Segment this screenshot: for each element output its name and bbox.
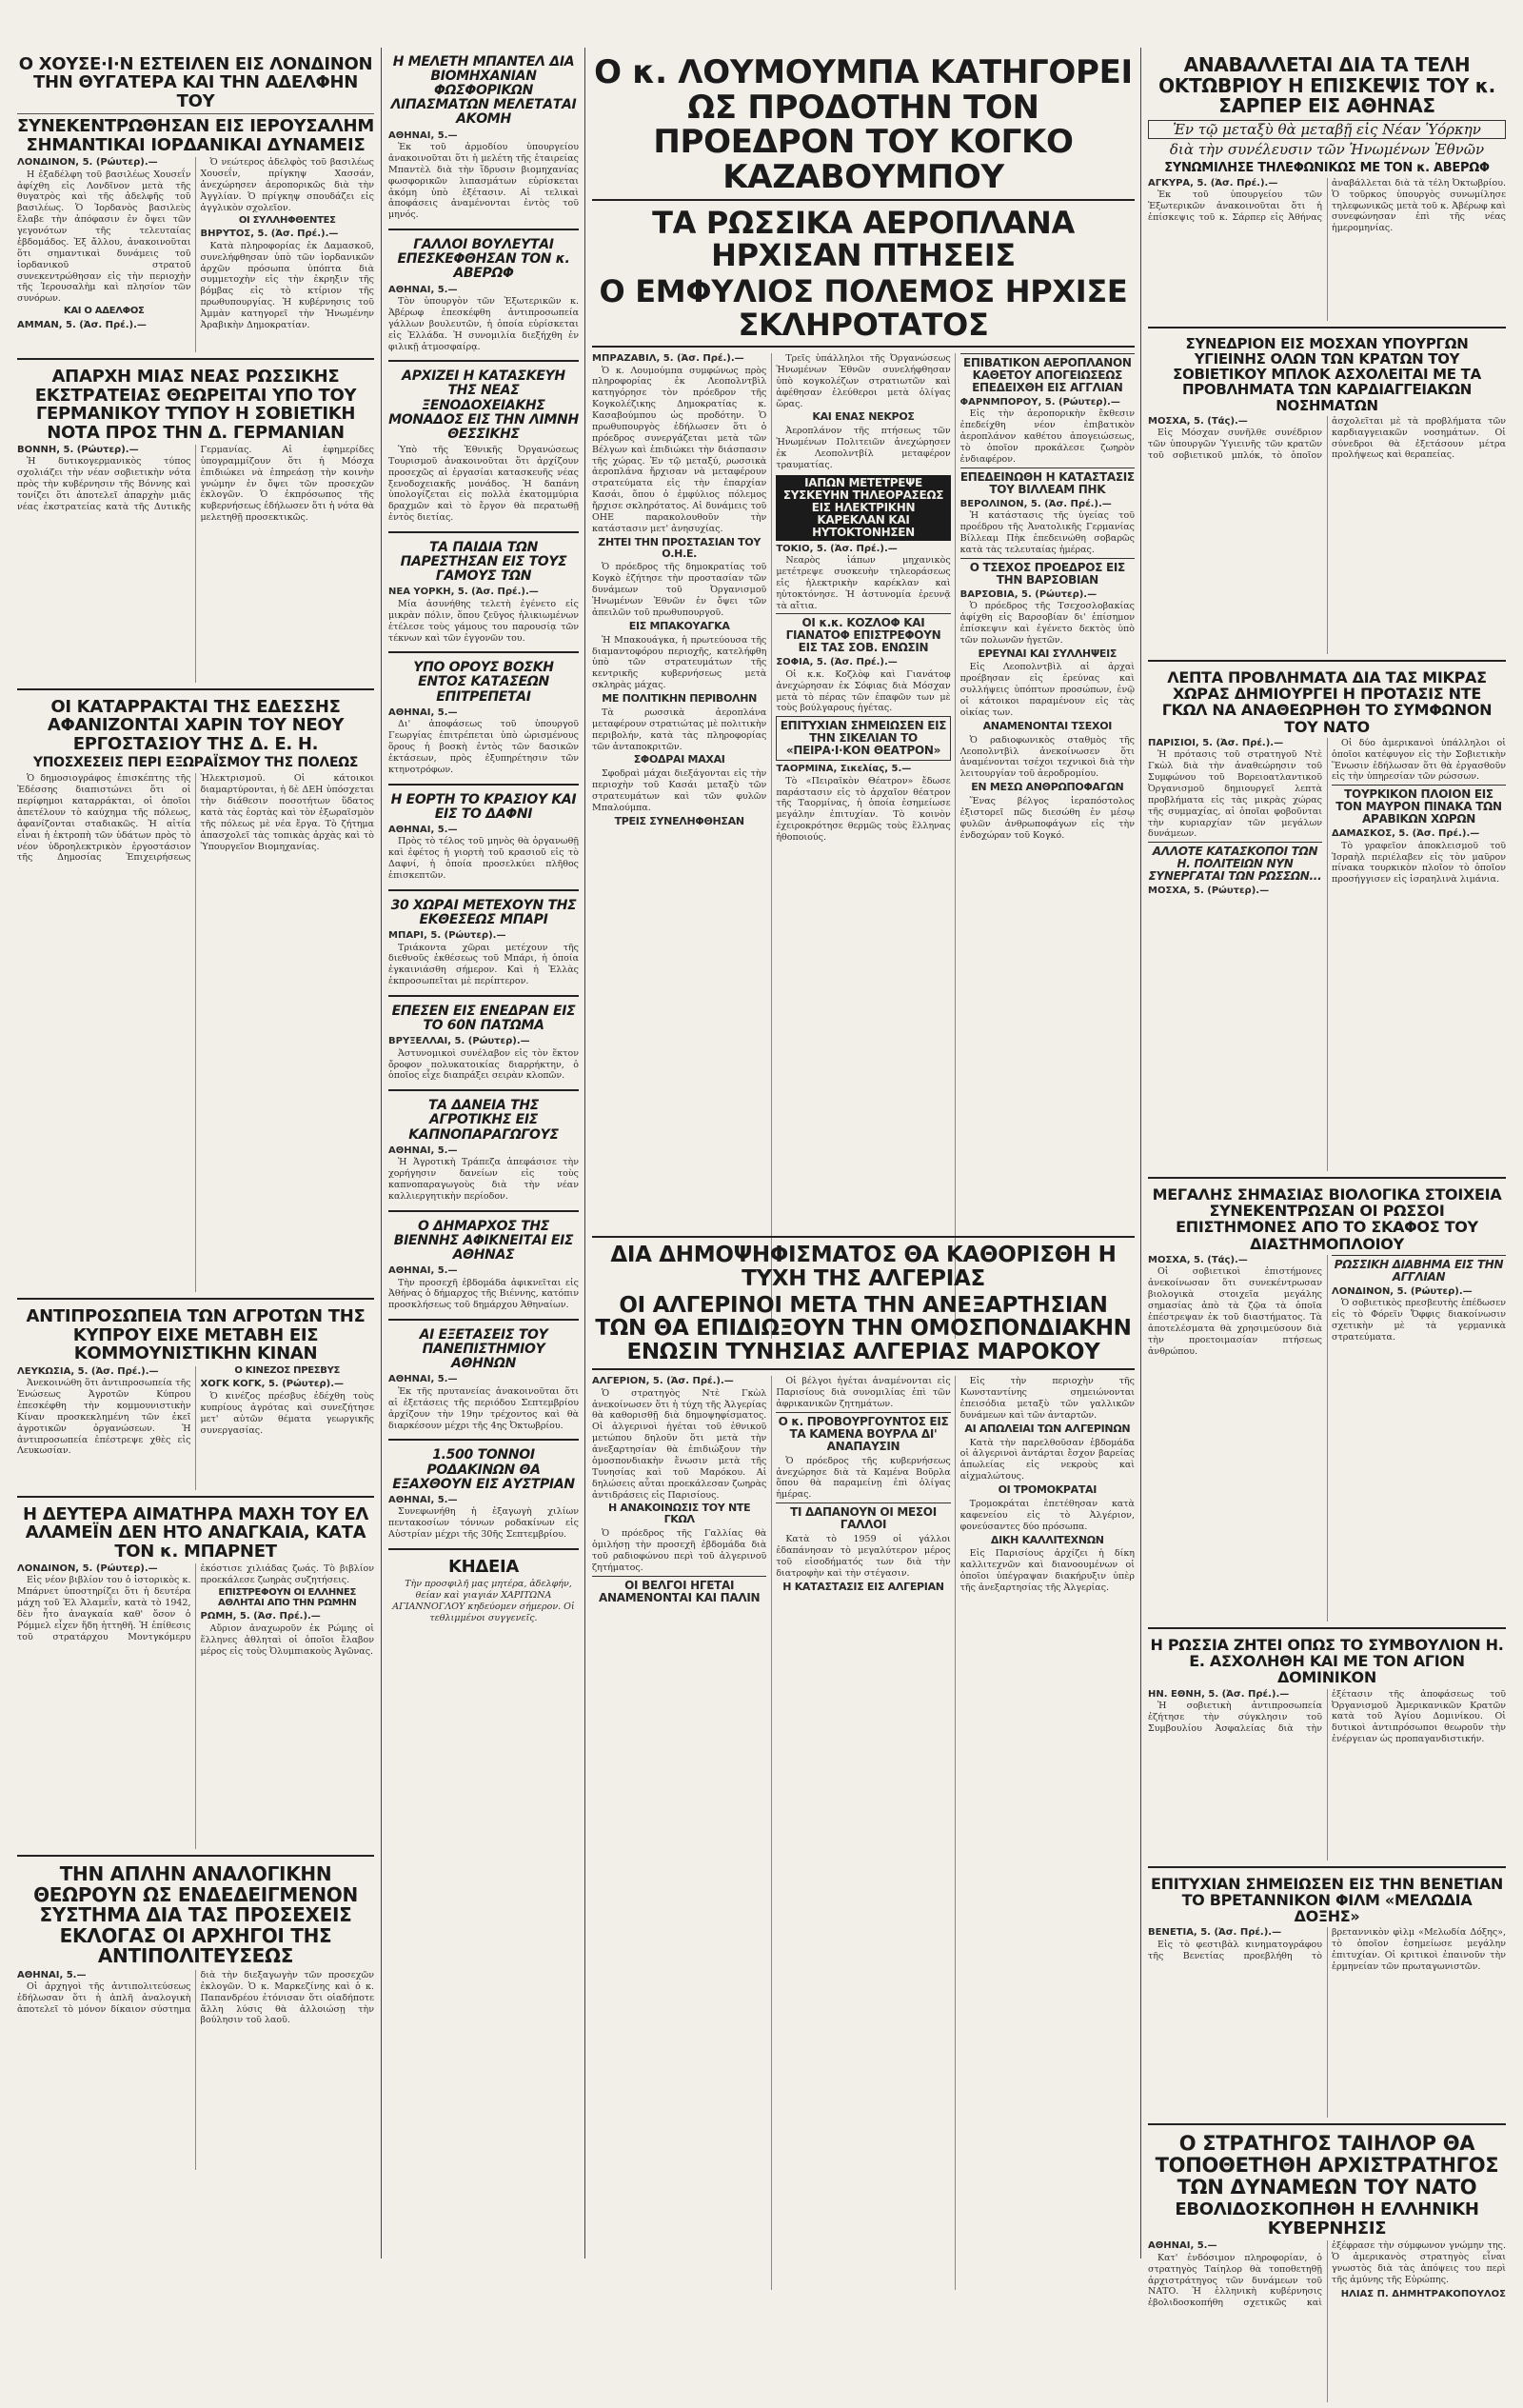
paragraph: Ἀστυνομικοὶ συνέλαβον εἰς τὸν ἕκτον ὄροφον πολυκατοικίας διαρρήκτην, ὁ ὁποῖος εἶχε διαπράξει σειρὰν κλοπῶν.: [388, 1047, 579, 1082]
headline: ΑΝΑΒΑΛΛΕΤΑΙ ΔΙΑ ΤΑ ΤΕΛΗ ΟΚΤΩΒΡΙΟΥ Η ΕΠΙΣΚΕΨΙΣ ΤΟΥ κ. ΣΑΡΠΕΡ ΕΙΣ ΑΘΗΝΑΣ: [1158, 53, 1495, 118]
byline: ΤΑΟΡΜΙΝΑ, Σικελίας, 5.—: [776, 764, 912, 775]
paragraph: Ἀεροπλάνον τῆς πτήσεως τῶν Ἡνωμένων Πολιτειῶν ἀνεχώρησεν ἐκ Λεοπολντβίλ μεταφέρον τραυματίας.: [776, 426, 951, 470]
byline: ΒΕΡΟΛΙΝΟΝ, 5. (Ἀσ. Πρέ.).—: [959, 498, 1112, 509]
headline: ΑΝΤΙΠΡΟΣΩΠΕΙΑ ΤΩΝ ΑΓΡΟΤΩΝ ΤΗΣ ΚΥΠΡΟΥ ΕΙΧΕ ΜΕΤΑΒΗ ΕΙΣ ΚΟΜΜΟΥΝΙΣΤΙΚΗΝ ΚΙΝΑΝ: [26, 1306, 366, 1364]
headline: Η ΕΟΡΤΗ ΤΟ ΚΡΑΣΙΟΥ ΚΑΙ ΕΙΣ ΤΟ ΔΑΦΝΙ: [390, 791, 577, 822]
article-body: [1148, 1927, 1506, 2118]
paragraph: Η ἐξαδέλφη τοῦ βασιλέως Χουσεΐν ἀφίχθη εἰς Λονδῖνον μετὰ τῆς θυγατρὸς καὶ τῆς ἀδελφῆς τοῦ βασιλέως. Ὁ Ἰορδανὸς βασιλεὺς ἔλαβε τὴν ἀπόφασιν ἐν ὄψει τῶν γεγονότων τῆς τελευταίας ἑβδομάδος. Ἐξ ἄλλου, ἀνακοινοῦται ὅτι σημαντικαὶ δυνάμεις τοῦ ἰορδανικοῦ στρατοῦ συνεκεντρώθησαν εἰς τὴν περιοχὴν τῆς Ἱερουσαλὴμ καὶ πλησίον τῶν συνόρων.: [17, 169, 191, 305]
paragraph: Τὸν ὑπουργὸν τῶν Ἐξωτερικῶν κ. Ἀβέρωφ ἐπεσκέφθη ἀντιπροσωπεία γάλλων βουλευτῶν, ἡ ὁποία εὑρίσκεται εἰς Ἑλλάδα. Ἡ συνομιλία διεξήχθη ἐν φιλικῇ ἀτμοσφαίρᾳ.: [388, 296, 579, 352]
byline: ΑΘΗΝΑΙ, 5.—: [388, 1494, 458, 1505]
article-body: [388, 930, 579, 987]
paragraph: Ὁ κ. Λουμούμπα συμφώνως πρὸς πληροφορίας ἐκ Λεοπολντβὶλ κατηγόρησε τὸν πρόεδρον τῆς Κογκολέζικης Δημοκρατίας κ. Κασαβούμπου ὡς προδότην. Ὁ πρωθυπουργὸς ἐδήλωσεν ὅτι ὁ πρόεδρος συνεργάζεται μετὰ τῶν Βέλγων καὶ ἐπιδιώκει τὴν διάσπασιν τῆς χώρας. Ἐν τῷ μεταξύ, ρωσσικὰ ἀεροπλάνα ἤρχισαν νὰ μεταφέρουν στρατεύματα εἰς τὴν ἐπαρχίαν Κασάι, ὅπου ὁ ἐμφύλιος πόλεμος ἤρχισε σκληρότατος. Αἱ δυνάμεις τοῦ ΟΗΕ παρακολουθοῦν τὴν κατάστασιν μετ' ἀνησυχίας.: [592, 365, 767, 534]
paragraph: Οἱ βέλγοι ἡγέται ἀναμένονται εἰς Παρισίους διὰ συνομιλίας ἐπὶ τῶν ἀφρικανικῶν ζητημάτων.: [776, 1376, 951, 1409]
byline: ΑΛΓΕΡΙΟΝ, 5. (Ἀσ. Πρέ.).—: [592, 1376, 734, 1387]
paragraph: Οἱ σοβιετικοὶ ἐπιστήμονες ἀνεκοίνωσαν ὅτι συνεκέντρωσαν βιολογικὰ στοιχεῖα μεγάλης σημασίας ἀπὸ τὰ ζῷα τὰ ὁποῖα ἐπέστρεψαν ἐκ τοῦ διαστήματος. Τὰ ἀποτελέσματα θὰ χρησιμεύσουν διὰ τὴν προετοιμασίαν πτήσεως ἀνθρώπου.: [1148, 1266, 1322, 1357]
byline: ΠΑΡΙΣΙΟΙ, 5. (Ἀσ. Πρέ.).—: [1148, 737, 1284, 748]
section-head: ΕΠΙΣΤΡΕΦΟΥΝ ΟΙ ΕΛΛΗΝΕΣ ΑΘΛΗΤΑΙ ΑΠΟ ΤΗΝ ΡΩΜΗΝ: [218, 1586, 357, 1608]
algeria-columns: [592, 1376, 1135, 2290]
headline: ΑΙ ΕΞΕΤΑΣΕΙΣ ΤΟΥ ΠΑΝΕΠΙΣΤΗΜΙΟΥ ΑΘΗΝΩΝ: [419, 1327, 548, 1372]
section-head: Η ΑΝΑΚΟΙΝΩΣΙΣ ΤΟΥ ΝΤΕ ΓΚΩΛ: [608, 1502, 751, 1526]
algeria-block: [592, 1236, 1135, 2259]
article-hussein: [17, 55, 374, 360]
byline: ΑΘΗΝΑΙ, 5.—: [388, 129, 458, 141]
article-body: [388, 445, 579, 524]
article-body: [388, 1579, 579, 1624]
paragraph: Εἰς νέον βιβλίον του ὁ ἱστορικὸς κ. Μπάρνετ ὑποστηρίζει ὅτι ἡ δευτέρα μάχη τοῦ Ἐλ Ἀλαμεΐν, κατὰ τὸ 1942, δὲν ἦτο ἀναγκαία καθ' ὅσον ὁ Ρόμμελ εἶχεν ἤδη ἡττηθῆ. Ἡ ἐπίθεσις τοῦ στρατάρχου Μοντγκόμερυ ἐκόστισε χιλιάδας ζωάς. Τὸ βιβλίον προεκάλεσε ζωηρὰς συζητήσεις.: [17, 1562, 374, 1642]
box-headline: ΡΩΣΣΙΚΗ ΔΙΑΒΗΜΑ ΕΙΣ ΤΗΝ ΑΓΓΛΙΑΝ: [1332, 1255, 1506, 1284]
byline: ΑΘΗΝΑΙ, 5.—: [17, 1969, 87, 1980]
article-body: [388, 1495, 579, 1541]
byline: ΜΠΑΡΙ, 5. (Ρώυτερ).—: [388, 930, 506, 942]
article-hotel: [388, 369, 579, 533]
paragraph: Ὁ νεώτερος ἀδελφὸς τοῦ βασιλέως Χουσεΐν, πρίγκηψ Χασσάν, ἀνεχώρησεν ἀεροπορικῶς διὰ τὴν Ἀγγλίαν. Ὁ πρίγκηψ σπουδάζει εἰς ἀγγλικὸν σχολεῖον.: [200, 157, 374, 213]
paragraph: Εἰς τὸ φεστιβὰλ κινηματογράφου τῆς Βενετίας προεβλήθη τὸ βρεταννικὸν φὶλμ «Μελωδία Δόξης», τὸ ὁποῖον ἐσημείωσε μεγάλην ἐπιτυχίαν. Οἱ κριτικοὶ ἐπαινοῦν τὴν ἑρμηνείαν τῶν πρωταγωνιστῶν.: [1148, 1927, 1506, 1973]
byline: ΑΘΗΝΑΙ, 5.—: [388, 824, 458, 835]
article-cyprus-farmers: [17, 1307, 374, 1497]
paragraph: Εἰς Παρισίους ἀρχίζει ἡ δίκη καλλιτεχνῶν καὶ διανοουμένων οἱ ὁποῖοι ὑπέγραψαν διακήρυξιν ὑπὲρ τῆς ἀνεξαρτησίας τῆς Ἀλγερίας.: [959, 1548, 1135, 1594]
article-peaches: [388, 1448, 579, 1549]
article-tobacco-loans: [388, 1099, 579, 1211]
byline: ΤΟΚΙΟ, 5. (Ἀσ. Πρέ.).—: [776, 543, 898, 554]
paragraph: Μία ἀσυνήθης τελετὴ ἐγένετο εἰς μικρὰν πόλιν, ὅπου ζεῦγος ἡλικιωμένων ἐτέλεσε τοὺς γάμους του παρουσίᾳ τῶν τέκνων καὶ τῶν ἐγγονῶν του.: [388, 598, 579, 644]
paragraph: Οἱ ἀρχηγοὶ τῆς ἀντιπολιτεύσεως ἐδήλωσαν ὅτι ἡ ἁπλῆ ἀναλογικὴ ἀποτελεῖ τὸ μόνον δίκαιον σύστημα διὰ τὴν διεξαγωγὴν τῶν προσεχῶν ἐκλογῶν. Ὁ κ. Μαρκεζίνης καὶ ὁ κ. Παπανδρέου ἐτόνισαν ὅτι οἱαδήποτε ἄλλη λύσις θὰ ἀλλοιώσῃ τὴν βούλησιν τοῦ λαοῦ.: [17, 1969, 374, 2026]
paragraph: Ἐκ τῆς πρυτανείας ἀνακοινοῦται ὅτι αἱ ἐξετάσεις τῆς περιόδου Σεπτεμβρίου ἀρχίζουν τὴν 19ην τρέχοντος καὶ θὰ διαρκέσουν μέχρι τῆς 4ης Ὀκτωβρίου.: [388, 1385, 579, 1431]
article-body: [388, 285, 579, 353]
article-taylor-nato: [1148, 2133, 1506, 2408]
box-headline: Ο κ. ΠΡΟΒΟΥΡΓΟΥΝΤΟΣ ΕΙΣ ΤΑ ΚΑΜΕΝΑ ΒΟΥΡΛΑ ΔΙ' ΑΝΑΠΑΥΣΙΝ: [776, 1412, 950, 1453]
paragraph: Οἱ κ.κ. Κοζλὸφ καὶ Γιανάτοφ ἀνεχώρησαν ἐκ Σόφιας διὰ Μόσχαν μετὰ τὸ πέρας τῶν ἐπαφῶν των μὲ τοὺς βούλγαρους ἡγέτας.: [776, 668, 951, 714]
byline: ΒΟΝΝΗ, 5. (Ρώυτερ).—: [17, 444, 139, 455]
article-wine-festival: [388, 793, 579, 891]
article-body: [1148, 738, 1506, 1171]
main-headline: Ο κ. ΛΟΥΜΟΥΜΠΑ ΚΑΤΗΓΟΡΕΙ ΩΣ ΠΡΟΔΟΤΗΝ ΤΟΝ ΠΡΟΕΔΡΟΝ ΤΟΥ ΚΟΓΚΟ ΚΑΖΑΒΟΥΜΠΟΥ: [592, 55, 1135, 201]
headline: ΚΗΔΕΙΑ: [447, 1556, 520, 1577]
box-headline: ΙΑΠΩΝ ΜΕΤΕΤΡΕΨΕ ΣΥΣΚΕΥΗΝ ΤΗΛΕΟΡΑΣΕΩΣ ΕΙΣ ΗΛΕΚΤΡΙΚΗΝ ΚΑΡΕΚΛΑΝ ΚΑΙ ΗΥΤΟΚΤΟΝΗΣΕΝ: [776, 475, 950, 541]
section-head: ΚΑΙ ΕΝΑΣ ΝΕΚΡΟΣ: [812, 410, 915, 424]
article-body: [1148, 1255, 1506, 1622]
byline: ΒΡΥΞΕΛΛΑΙ, 5. (Ρώυτερ).—: [388, 1036, 530, 1047]
headline: 1.500 ΤΟΝΝΟΙ ΡΟΔΑΚΙΝΩΝ ΘΑ ΕΞΑΧΘΟΥΝ ΕΙΣ ΑΥΣΤΡΙΑΝ: [392, 1447, 575, 1492]
byline: ΑΜΜΑΝ, 5. (Ἀσ. Πρέ.).—: [17, 319, 147, 330]
byline: ΑΘΗΝΑΙ, 5.—: [388, 706, 458, 718]
sub-headline: ΥΠΟΣΧΕΣΕΙΣ ΠΕΡΙ ΕΞΩΡΑΪΣΜΟΥ ΤΗΣ ΠΟΛΕΩΣ: [32, 755, 359, 771]
byline: ΑΘΗΝΑΙ, 5.—: [1148, 2240, 1217, 2252]
paragraph: Τρεῖς ὑπάλληλοι τῆς Ὀργανώσεως Ἡνωμένων Ἐθνῶν συνελήφθησαν ὑπὸ κογκολέζων στρατιωτῶν καὶ ἀφέθησαν ἐλεύθεροι μετὰ ὀλίγας ὥρας.: [776, 353, 951, 409]
headline: ΛΕΠΤΑ ΠΡΟΒΛΗΜΑΤΑ ΔΙΑ ΤΑΣ ΜΙΚΡΑΣ ΧΩΡΑΣ ΔΗΜΙΟΥΡΓΕΙ Η ΠΡΟΤΑΣΙΣ ΝΤΕ ΓΚΩΛ ΝΑ ΑΝΑΘΕΩΡΗΘΗ ΤΟ ΣΥΜΦΩΝΟΝ ΤΟΥ ΝΑΤΟ: [1161, 667, 1493, 736]
byline: ΜΟΣΧΑ, 5. (Ρώυτερ).—: [1148, 886, 1270, 897]
headline: ΟΙ ΚΑΤΑΡΡΑΚΤΑΙ ΤΗΣ ΕΔΕΣΣΗΣ ΑΦΑΝΙΖΟΝΤΑΙ ΧΑΡΙΝ ΤΟΥ ΝΕΟΥ ΕΡΓΟΣΤΑΣΙΟΥ ΤΗΣ Δ. Ε. Η.: [47, 696, 345, 754]
byline: ΛΟΝΔΙΝΟΝ, 5. (Ρώυτερ).—: [17, 1562, 158, 1574]
paragraph: Ἡ Ἀγροτικὴ Τράπεζα ἀπεφάσισε τὴν χορήγησιν δανείων εἰς τοὺς καπνοπαραγωγοὺς διὰ τὴν νέαν καλλιεργητικὴν περίοδον.: [388, 1157, 579, 1202]
byline: ΑΘΗΝΑΙ, 5.—: [388, 284, 458, 295]
paragraph: Ὁ δημοσιογράφος ἐπισκέπτης τῆς Ἐδέσσης διαπιστώνει ὅτι οἱ περίφημοι καταρράκται, οἱ ὁποῖοι ἀπετέλουν τὸ καύχημα τῆς πόλεως, ἀφανίζονται σταδιακῶς. Ἡ αἰτία εἶναι ἡ ἐκτροπὴ τῶν ὑδάτων πρὸς τὸ νέον ὑδροηλεκτρικὸν ἐργοστάσιον τῆς Δημοσίας Ἐπιχειρήσεως Ἠλεκτρισμοῦ. Οἱ κάτοικοι διαμαρτύρονται, ἡ δὲ ΔΕΗ ὑπόσχεται τὴν διάθεσιν ποσοτήτων ὕδατος κατὰ τὰς ἑορτὰς καὶ τὸν ἐξωραϊσμὸν τῆς πόλεως μὲ νέα ἔργα. Τὸ ζήτημα ἀπασχολεῖ τὰς τοπικὰς ἀρχὰς καὶ τὸ Ὑπουργεῖον Βιομηχανίας.: [17, 773, 374, 864]
article-el-alamein: [17, 1505, 374, 1857]
headline: Η ΡΩΣΣΙΑ ΖΗΤΕΙ ΟΠΩΣ ΤΟ ΣΥΜΒΟΥΛΙΟΝ Η. Ε. ΑΣΧΟΛΗΘΗ ΚΑΙ ΜΕ ΤΟΝ ΑΓΙΟΝ ΔΟΜΙΝΙΚΟΝ: [1150, 1635, 1504, 1687]
byline: ΛΕΥΚΩΣΙΑ, 5. (Ἀσ. Πρέ.).—: [17, 1365, 159, 1377]
article-bari-fair: [388, 899, 579, 997]
section-head: ΚΑΙ Ο ΑΔΕΛΦΟΣ: [63, 306, 145, 317]
box-headline: ΕΠΕΔΕΙΝΩΘΗ Η ΚΑΤΑΣΤΑΣΙΣ ΤΟΥ ΒΙΛΛΕΑΜ ΠΗΚ: [960, 468, 1135, 496]
byline: ΜΟΣΧΑ, 5. (Τάς).—: [1148, 415, 1248, 427]
headline: ΣΥΝΕΔΡΙΟΝ ΕΙΣ ΜΟΣΧΑΝ ΥΠΟΥΡΓΩΝ ΥΓΙΕΙΝΗΣ ΟΛΩΝ ΤΩΝ ΚΡΑΤΩΝ ΤΟΥ ΣΟΒΙΕΤΙΚΟΥ ΜΠΛΟΚ ΑΣΧΟΛΕΙΤΑΙ ΜΕ ΤΑ ΠΡΟΒΛΗΜΑΤΑ ΤΩΝ ΚΑΡΔΙΑΓΓΕΙΑΚΩΝ ΝΟΣΗΜΑΤΩΝ: [1173, 334, 1481, 414]
article-body: [388, 825, 579, 882]
headline: ΕΠΙΤΥΧΙΑΝ ΣΗΜΕΙΩΣΕΝ ΕΙΣ ΤΗΝ ΒΕΝΕΤΙΑΝ ΤΟ ΒΡΕΤΑΝΝΙΚΟΝ ΦΙΛΜ «ΜΕΛΩΔΙΑ ΔΟΞΗΣ»: [1151, 1874, 1503, 1926]
section-head: ΔΙΚΗ ΚΑΛΛΙΤΕΧΝΩΝ: [990, 1533, 1104, 1546]
paragraph: Οἱ δύο ἀμερικανοὶ ὑπάλληλοι οἱ ὁποῖοι κατέφυγον εἰς τὴν Σοβιετικὴν Ἕνωσιν ἐδήλωσαν ὅτι θὰ ἐργασθοῦν εἰς τὴν ὑπηρεσίαν τῶν ρώσσων.: [1332, 737, 1506, 783]
paragraph: Ἐκ τοῦ ἁρμοδίου ὑπουργείου ἀνακοινοῦται ὅτι ἡ μελέτη τῆς ἑταιρείας Μπαντὲλ διὰ τὴν ἵδρυσιν βιομηχανίας φωσφορικῶν λιπασμάτων εὑρίσκεται ἀκόμη ὑπὸ ἐξέτασιν. Αἱ τελικαὶ ἀποφάσεις ἀναμένονται ἐντὸς τοῦ μηνός.: [388, 142, 579, 221]
column-1: [17, 55, 374, 2259]
article-body: [388, 1036, 579, 1082]
article-health-ministers: [1148, 336, 1506, 662]
sub-headline: διὰ τὴν συνέλευσιν τῶν Ἡνωμένων Ἐθνῶν: [1169, 140, 1485, 158]
box-headline: ΤΟΥΡΚΙΚΟΝ ΠΛΟΙΟΝ ΕΙΣ ΤΟΝ ΜΑΥΡΟΝ ΠΙΝΑΚΑ ΤΩΝ ΑΡΑΒΙΚΩΝ ΧΩΡΩΝ: [1332, 785, 1506, 826]
sub-headline: Ἐν τῷ μεταξὺ θὰ μεταβῇ εἰς Νέαν Ὑόρκην: [1148, 120, 1506, 139]
box-headline: ΕΠΙΒΑΤΙΚΟΝ ΑΕΡΟΠΛΑΝΟΝ ΚΑΘΕΤΟΥ ΑΠΟΓΕΙΩΣΕΩΣ ΕΠΕΔΕΙΧΘΗ ΕΙΣ ΑΓΓΛΙΑΝ: [960, 353, 1135, 394]
section-head: ΕΙΣ ΜΠΑΚΟΥΑΓΚΑ: [628, 619, 730, 632]
headline-federation: ΟΙ ΑΛΓΕΡΙΝΟΙ ΜΕΤΑ ΤΗΝ ΑΝΕΞΑΡΤΗΣΙΑΝ ΤΩΝ ΘΑ ΕΠΙΔΙΩΞΟΥΝ ΤΗΝ ΟΜΟΣΠΟΝΔΙΑΚΗΝ ΕΝΩΣΙΝ ΤΥΝΗΣΙΑΣ ΑΛΓΕΡΙΑΣ ΜΑΡΟΚΟΥ: [592, 1294, 1135, 1370]
sub-headline: ΣΥΝΕΚΕΝΤΡΩΘΗΣΑΝ ΕΙΣ ΙΕΡΟΥΣΑΛΗΜ ΣΗΜΑΝΤΙΚΑΙ ΙΟΡΔΑΝΙΚΑΙ ΔΥΝΑΜΕΙΣ: [17, 116, 374, 155]
paragraph: Τὴν προσεχῆ ἑβδομάδα ἀφικνεῖται εἰς Ἀθήνας ὁ δήμαρχος τῆς Βιέννης, κατόπιν προσκλήσεως τοῦ δημάρχου Ἀθηναίων.: [388, 1277, 579, 1311]
paragraph: Ὁ κινέζος πρέσβυς ἐδέχθη τοὺς κυπρίους ἀγρότας καὶ συνεζήτησε μετ' αὐτῶν θέματα γεωργικῆς συνεργασίας.: [200, 1390, 374, 1436]
article-body: [388, 1374, 579, 1431]
paragraph: Ἡ Μπακουάγκα, ἡ πρωτεύουσα τῆς διαμαντοφόρου περιοχῆς, κατελήφθη ὑπὸ τῶν στρατευμάτων τῆς κεντρικῆς κυβερνήσεως μετὰ σκληρὰς μάχας.: [592, 634, 767, 691]
byline: ΛΟΝΔΙΝΟΝ, 5. (Ρώυτερ).—: [17, 157, 158, 169]
article-funeral: [388, 1558, 579, 1632]
paragraph: Αὔριον ἀναχωροῦν ἐκ Ρώμης οἱ ἕλληνες ἀθληταὶ οἱ ὁποῖοι ἔλαβον μέρος εἰς τοὺς Ὀλυμπιακοὺς Ἀγῶνας.: [200, 1622, 374, 1657]
paragraph: Ἀνεκοινώθη ὅτι ἀντιπροσωπεία τῆς Ἑνώσεως Ἀγροτῶν Κύπρου ἐπεσκέφθη τὴν κομμουνιστικὴν Κίναν προσκεκλημένη τῶν ἐκεῖ ἀγροτικῶν ὀργανώσεων. Ἡ ἀντιπροσωπεία ἐπέστρεψε χθὲς εἰς Λευκωσίαν.: [17, 1378, 191, 1457]
article-bantel: [388, 55, 579, 230]
article-exams: [388, 1328, 579, 1441]
article-body: [17, 1366, 374, 1490]
section-head: ΖΗΤΕΙ ΤΗΝ ΠΡΟΣΤΑΣΙΑΝ ΤΟΥ Ο.Η.Ε.: [598, 535, 762, 560]
headline: Η ΜΕΛΕΤΗ ΜΠΑΝΤΕΛ ΔΙΑ ΒΙΟΜΗΧΑΝΙΑΝ ΦΩΣΦΟΡΙΚΩΝ ΛΙΠΑΣΜΑΤΩΝ ΜΕΛΕΤΑΤΑΙ ΑΚΟΜΗ: [390, 54, 577, 128]
byline: ΒΕΝΕΤΙΑ, 5. (Ἀσ. Πρέ.).—: [1148, 1927, 1282, 1939]
byline: ΔΑΜΑΣΚΟΣ, 5. (Ἀσ. Πρέ.).—: [1332, 828, 1480, 840]
article-body: [1148, 178, 1506, 321]
section-head: ΑΙ ΑΠΩΛΕΙΑΙ ΤΩΝ ΑΛΓΕΡΙΝΩΝ: [964, 1422, 1131, 1435]
headline: Ο ΧΟΥΣΕ·Ι·Ν ΕΣΤΕΙΛΕΝ ΕΙΣ ΛΟΝΔΙΝΟΝ ΤΗΝ ΘΥΓΑΤΕΡΑ ΚΑΙ ΤΗΝ ΑΔΕΛΦΗΝ ΤΟΥ: [17, 55, 374, 114]
byline: ΑΓΚΥΡΑ, 5. (Ἀσ. Πρέ.).—: [1148, 177, 1278, 189]
article-body: [388, 130, 579, 222]
paragraph: Ἡ πρότασις τοῦ στρατηγοῦ Ντὲ Γκὼλ διὰ τὴν ἀναθεώρησιν τοῦ Συμφώνου τοῦ Βορειοατλαντικοῦ Ὀργανισμοῦ δημιουργεῖ λεπτὰ προβλήματα εἰς τὰς μικρὰς χώρας τῆς συμμαχίας, αἱ ὁποῖαι φοβοῦνται τὴν κυριαρχίαν τῶν μεγάλων δυνάμεων.: [1148, 749, 1322, 840]
paragraph: Νεαρὸς ἰάπων μηχανικὸς μετέτρεψε συσκευὴν τηλεοράσεως εἰς ἠλεκτρικὴν καρέκλαν καὶ ηὐτοκτόνησε. Ἡ ἀστυνομία ἐρευνᾷ τὰ αἴτια.: [776, 555, 951, 611]
article-proportional-election: [17, 1861, 374, 2176]
headline: ΑΠΑΡΧΗ ΜΙΑΣ ΝΕΑΣ ΡΩΣΣΙΚΗΣ ΕΚΣΤΡΑΤΕΙΑΣ ΘΕΩΡΕΙΤΑΙ ΥΠΟ ΤΟΥ ΓΕΡΜΑΝΙΚΟΥ ΤΥΠΟΥ Η ΣΟΒΙΕΤΙΚΗ ΝΟΤΑ ΠΡΟΣ ΤΗΝ Δ. ΓΕΡΜΑΝΙΑΝ: [34, 367, 357, 443]
paragraph: Ὑπὸ τῆς Ἐθνικῆς Ὀργανώσεως Τουρισμοῦ ἀνακοινοῦται ὅτι ἀρχίζουν προσεχῶς αἱ ἐργασίαι κατασκευῆς νέας ξενοδοχειακῆς μονάδος. Ἡ δαπάνη ὑπολογίζεται εἰς πολλὰ ἑκατομμύρια δραχμῶν καὶ τὸ ἔργον θὰ περατωθῇ ἐντὸς διετίας.: [388, 444, 579, 524]
box-headline: ΟΙ κ.κ. ΚΟΖΛΟΦ ΚΑΙ ΓΙΑΝΑΤΟΦ ΕΠΙΣΤΡΕΦΟΥΝ ΕΙΣ ΤΑΣ ΣΟΒ. ΕΝΩΣΙΝ: [776, 613, 950, 654]
article-grazing: [388, 661, 579, 785]
section-head: ΕΝ ΜΕΣΩ ΑΝΘΡΩΠΟΦΑΓΩΝ: [971, 781, 1124, 794]
box-headline: ΤΙ ΔΑΠΑΝΟΥΝ ΟΙ ΜΕΣΟΙ ΓΑΛΛΟΙ: [776, 1503, 950, 1531]
article-body: [17, 1563, 374, 1849]
article-french-mps: [388, 238, 579, 362]
paragraph: Εἰς Μόσχαν συνῆλθε συνέδριον τῶν ὑπουργῶν Ὑγιεινῆς τῶν κρατῶν τοῦ σοβιετικοῦ μπλόκ, τὸ ὁποῖον ἀσχολεῖται μὲ τὰ προβλήματα τῶν καρδιαγγειακῶν νοσημάτων. Οἱ σύνεδροι θὰ ἐξετάσουν μέτρα προλήψεως καὶ θεραπείας.: [1148, 415, 1506, 461]
paragraph: Ἡ δυτικογερμανικὸς τύπος σχολιάζει τὴν νέαν σοβιετικὴν νότα πρὸς τὴν κυβέρνησιν τῆς Βόννης καὶ τονίζει ὅτι ἀποτελεῖ ἀπαρχὴν μιᾶς νέας ἐκστρατείας κατὰ τῆς Δυτικῆς Γερμανίας. Αἱ ἐφημερίδες ὑπογραμμίζουν ὅτι ἡ Μόσχα ἐπιδιώκει νὰ ἐπηρεάσῃ τὴν κοινὴν γνώμην ἐν ὄψει τῶν προσεχῶν ἐκλογῶν. Ὁ ἐκπρόσωπος τῆς κυβερνήσεως ἐδήλωσεν ὅτι ἡ νότα θὰ μελετηθῇ προσεκτικῶς.: [17, 444, 374, 524]
headline: Η ΔΕΥΤΕΡΑ ΑΙΜΑΤΗΡΑ ΜΑΧΗ ΤΟΥ ΕΛ ΑΛΑΜΕΪΝ ΔΕΝ ΗΤΟ ΑΝΑΓΚΑΙΑ, ΚΑΤΑ ΤΟΝ κ. ΜΠΑΡΝΕΤ: [23, 1503, 368, 1562]
paragraph: Εἰς Λεοπολντβὶλ αἱ ἀρχαὶ προέβησαν εἰς ἐρεύνας καὶ συλλήψεις ὑπόπτων προσώπων, ἐνῷ οἱ κάτοικοι παραμένουν εἰς τὰς οἰκίας των.: [959, 662, 1135, 718]
byline: ΗΝ. ΕΘΝΗ, 5. (Ἀσ. Πρέ.).—: [1148, 1688, 1290, 1700]
article-body: [1148, 416, 1506, 654]
paragraph: Σφοδραὶ μάχαι διεξάγονται εἰς τὴν περιοχὴν τοῦ Κασάι μεταξὺ τῶν στρατευμάτων καὶ τῶν φυλῶν Μπαλούμπα.: [592, 768, 767, 813]
section-head: ΣΦΟΔΡΑΙ ΜΑΧΑΙ: [633, 753, 725, 766]
article-biological-data: [1148, 1186, 1506, 1629]
section-head: Η ΚΑΤΑΣΤΑΣΙΣ ΕΙΣ ΑΛΓΕΡΙΑΝ: [782, 1580, 944, 1593]
paragraph: Ὁ πρόεδρος τῆς Τσεχοσλοβακίας ἀφίχθη εἰς Βαρσοβίαν δι' ἐπίσημον ἐπίσκεψιν καὶ ἐγένετο δεκτὸς ὑπὸ τῶν πολωνῶν ἡγετῶν.: [959, 601, 1135, 646]
paragraph: Κατὰ τὴν παρελθοῦσαν ἑβδομάδα οἱ ἀλγερινοὶ ἀντάρται ἔσχον βαρείας ἀπωλείας εἰς νεκροὺς καὶ αἰχμαλώτους.: [959, 1437, 1135, 1483]
sub-headline: ΣΥΝΩΜΙΛΗΣΕ ΤΗΛΕΦΩΝΙΚΩΣ ΜΕ ΤΟΝ κ. ΑΒΕΡΩΦ: [1164, 160, 1490, 175]
column-rule: [1140, 48, 1141, 2259]
byline: ΒΗΡΥΤΟΣ, 5. (Ἀσ. Πρέ.).—: [200, 229, 339, 240]
box-headline: Ο ΤΣΕΧΟΣ ΠΡΟΕΔΡΟΣ ΕΙΣ ΤΗΝ ΒΑΡΣΟΒΙΑΝ: [960, 558, 1135, 587]
column-2: [388, 55, 579, 2259]
section-head: ΤΡΕΙΣ ΣΥΝΕΛΗΦΘΗΣΑΝ: [614, 814, 744, 827]
section-head: ΑΝΑΜΕΝΟΝΤΑΙ ΤΣΕΧΟΙ: [982, 719, 1113, 732]
article-body: [388, 1265, 579, 1311]
article-body: [17, 773, 374, 1292]
paragraph: Τριάκοντα χῶραι μετέχουν τῆς διεθνοῦς ἐκθέσεως τοῦ Μπάρι, ἡ ὁποία ἐγκαινιάσθη σήμερον. Καὶ ἡ Ἑλλὰς ἐκπροσωπεῖται μὲ περίπτερον.: [388, 942, 579, 987]
article-body: [388, 1145, 579, 1203]
headline-civil-war: Ο ΕΜΦΥΛΙΟΣ ΠΟΛΕΜΟΣ ΗΡΧΙΣΕ ΣΚΛΗΡΟΤΑΤΟΣ: [592, 275, 1135, 348]
paragraph: Ἡ σοβιετικὴ ἀντιπροσωπεία ἐζήτησε τὴν σύγκλησιν τοῦ Συμβουλίου Ἀσφαλείας διὰ τὴν ἐξέτασιν τῆς ἀποφάσεως τοῦ Ὀργανισμοῦ Ἀμερικανικῶν Κρατῶν κατὰ τοῦ Ἁγίου Δομινίκου. Οἱ δυτικοὶ ἀντιπρόσωποι θεωροῦν τὴν ἐνέργειαν ὡς προπαγανδιστικήν.: [1148, 1688, 1506, 1745]
paragraph: Ἐκ τοῦ ὑπουργείου τῶν Ἐξωτερικῶν ἀνακοινοῦται ὅτι ἡ ἐπίσκεψις τοῦ κ. Σάρπερ εἰς Ἀθήνας ἀναβάλλεται διὰ τὰ τέλη Ὀκτωβρίου. Ὁ τοῦρκος ὑπουργὸς συνωμίλησε τηλεφωνικῶς μετὰ τοῦ κ. Ἀβέρωφ καὶ συνεφώνησαν ἐπὶ τῆς νέας ἡμερομηνίας.: [1148, 177, 1506, 234]
headline: 30 ΧΩΡΑΙ ΜΕΤΕΧΟΥΝ ΤΗΣ ΕΚΘΕΣΕΩΣ ΜΠΑΡΙ: [390, 897, 577, 927]
headline: ΤΑ ΔΑΝΕΙΑ ΤΗΣ ΑΓΡΟΤΙΚΗΣ ΕΙΣ ΚΑΠΝΟΠΑΡΑΓΩΓΟΥΣ: [408, 1098, 559, 1143]
center-columns: [592, 353, 1135, 1339]
headline-referendum: ΔΙΑ ΔΗΜΟΨΗΦΙΣΜΑΤΟΣ ΘΑ ΚΑΘΟΡΙΣΘΗ Η ΤΥΧΗ ΤΗΣ ΑΛΓΕΡΙΑΣ: [610, 1243, 1117, 1291]
article-body: [17, 445, 374, 683]
byline: ΑΘΗΝΑΙ, 5.—: [388, 1265, 458, 1277]
article-wedding: [388, 541, 579, 653]
column-rule: [381, 48, 382, 2259]
paragraph: Συνεφωνήθη ἡ ἐξαγωγὴ χιλίων πεντακοσίων τόννων ροδακίνων εἰς Αὐστρίαν μέχρι τῆς 30ῆς Σεπτεμβρίου.: [388, 1506, 579, 1541]
byline: ΦΑΡΝΜΠΟΡΟΥ, 5. (Ρώυτερ).—: [959, 396, 1120, 408]
article-dominican: [1148, 1637, 1506, 1868]
byline: ΡΩΜΗ, 5. (Ἀσ. Πρέ.).—: [200, 1611, 321, 1622]
signature: ΗΛΙΑΣ Π. ΔΗΜΗΤΡΑΚΟΠΟΥΛΟΣ: [1340, 2288, 1506, 2299]
byline: ΑΘΗΝΑΙ, 5.—: [388, 1374, 458, 1385]
headline: ΥΠΟ ΟΡΟΥΣ ΒΟΣΚΗ ΕΝΤΟΣ ΚΑΤΑΣΕΩΝ ΕΠΙΤΡΕΠΕΤΑΙ: [413, 660, 554, 705]
article-soviet-note: [17, 368, 374, 690]
byline: ΜΟΣΧΑ, 5. (Τάς).—: [1148, 1254, 1248, 1265]
paragraph: Τὴν προσφιλῆ μας μητέρα, ἀδελφήν, θείαν καὶ γιαγιάν ΧΑΡΙΤΩΝΑ ΑΓΙΑΝΝΟΓΛΟΥ κηδεύομεν σήμερον. Οἱ τεθλιμμένοι συγγενεῖς.: [392, 1579, 575, 1623]
headline: ΤΗΝ ΑΠΛΗΝ ΑΝΑΛΟΓΙΚΗΝ ΘΕΩΡΟΥΝ ΩΣ ΕΝΔΕΔΕΙΓΜΕΝΟΝ ΣΥΣΤΗΜΑ ΔΙΑ ΤΑΣ ΠΡΟΣΕΧΕΙΣ ΕΚΛΟΓΑΣ ΟΙ ΑΡΧΗΓΟΙ ΤΗΣ ΑΝΤΙΠΟΛΙΤΕΥΣΕΩΣ: [33, 1861, 358, 1968]
section-head: ΜΕ ΠΟΛΙΤΙΚΗΝ ΠΕΡΙΒΟΛΗΝ: [602, 692, 758, 706]
headline: ΜΕΓΑΛΗΣ ΣΗΜΑΣΙΑΣ ΒΙΟΛΟΓΙΚΑ ΣΤΟΙΧΕΙΑ ΣΥΝΕΚΕΝΤΡΩΣΑΝ ΟΙ ΡΩΣΣΟΙ ΕΠΙΣΤΗΜΟΝΕΣ ΑΠΟ ΤΟ ΣΚΑΦΟΣ ΤΟΥ ΔΙΑΣΤΗΜΟΠΛΟΙΟΥ: [1152, 1184, 1502, 1253]
byline: ΒΑΡΣΟΒΙΑ, 5. (Ρώυτερ).—: [959, 588, 1098, 600]
article-vienna-mayor: [388, 1220, 579, 1321]
paragraph: Ὁ πρόεδρος τῆς Γαλλίας θὰ ὁμιλήσῃ τὴν προσεχῆ ἑβδομάδα διὰ τοῦ ραδιοφώνου περὶ τοῦ ἀλγερινοῦ ζητήματος.: [592, 1528, 767, 1573]
paragraph: Ἕνας βέλγος ἱεραπόστολος ἐξιστορεῖ πῶς διεσώθη ἐν μέσῳ φυλῶν ἀνθρωποφάγων εἰς τὴν ἐνδοχώραν τοῦ Κογκό.: [959, 796, 1135, 841]
paragraph: Κατὰ πληροφορίας ἐκ Δαμασκοῦ, συνελήφθησαν ὑπὸ τῶν ἰορδανικῶν ἀρχῶν πρόσωπα ὑπόπτα διὰ συμμετοχὴν εἰς τὴν ἐκρηξιν τῆς βόμβας εἰς τὸ κτίριον τῆς πρωθυπουργίας. Ἡ κυβέρνησις τοῦ Ἀμμὰν κατηγορεῖ τὴν Ἡνωμένην Ἀραβικὴν Δημοκρατίαν.: [200, 240, 374, 330]
section-head: ΟΙ ΣΥΛΛΗΦΘΕΝΤΕΣ: [238, 214, 336, 226]
paragraph: Ὁ στρατηγὸς Ντὲ Γκὼλ ἀνεκοίνωσεν ὅτι ἡ τύχη τῆς Ἀλγερίας θὰ καθορισθῇ διὰ δημοψηφίσματος. Οἱ ἀλγερινοὶ ἡγέται τοῦ ἐθνικοῦ μετώπου δηλοῦν ὅτι μετὰ τὴν ἀνεξαρτησίαν θὰ ἐπιδιώξουν τὴν ὁμοσπονδιακὴν ἕνωσιν μετὰ τῆς Τυνησίας καὶ τοῦ Μαρόκου. Αἱ δηλώσεις αὗται προεκάλεσαν ζωηρὰς ἀντιδράσεις εἰς Παρισίους.: [592, 1387, 767, 1501]
paragraph: Ὁ πρόεδρος τῆς κυβερνήσεως ἀνεχώρησε διὰ τὰ Καμένα Βοῦρλα ὅπου θὰ παραμείνῃ ἐπὶ ὀλίγας ἡμέρας.: [776, 1455, 951, 1501]
paragraph: Εἰς τὴν περιοχὴν τῆς Κωνσταντίνης σημειώνονται ἐπεισόδια μεταξὺ τῶν γαλλικῶν δυνάμεων καὶ τῶν ἀνταρτῶν.: [959, 1376, 1135, 1421]
column-rule: [584, 48, 585, 2259]
paragraph: Κατὰ τὸ 1959 οἱ γάλλοι ἐδαπάνησαν τὸ μεγαλύτερον μέρος τοῦ εἰσοδήματός των διὰ τὴν διατροφὴν καὶ τὴν στέγασιν.: [776, 1534, 951, 1579]
byline: ΝΕΑ ΥΟΡΚΗ, 5. (Ἀσ. Πρέ.).—: [388, 587, 539, 598]
headline: ΑΡΧΙΖΕΙ Η ΚΑΤΑΣΚΕΥΗ ΤΗΣ ΝΕΑΣ ΞΕΝΟΔΟΧΕΙΑΚΗΣ ΜΟΝΑΔΟΣ ΕΙΣ ΤΗΝ ΛΙΜΝΗ ΘΕΣΣΙΚΗΣ: [388, 368, 579, 442]
article-body: [388, 707, 579, 776]
article-body: [1148, 2240, 1506, 2402]
headline: ΤΑ ΠΑΙΔΙΑ ΤΩΝ ΠΑΡΕΣΤΗΣΑΝ ΕΙΣ ΤΟΥΣ ΓΑΜΟΥΣ ΤΩΝ: [400, 540, 567, 585]
paragraph: Ὁ πρόεδρος τῆς δημοκρατίας τοῦ Κογκὸ ἐζήτησε τὴν προστασίαν τῶν δυνάμεων τοῦ Ὀργανισμοῦ Ἡνωμένων Ἐθνῶν ἐν ὄψει τῶν ἀπειλῶν τοῦ πρωθυπουργοῦ.: [592, 562, 767, 618]
column-5: [1148, 53, 1506, 2309]
box-headline: ΟΙ ΒΕΛΓΟΙ ΗΓΕΤΑΙ ΑΝΑΜΕΝΟΝΤΑΙ ΚΑΙ ΠΑΛΙΝ: [592, 1576, 766, 1604]
paragraph: Κατ' ἐνδόσιμον πληροφορίαν, ὁ στρατηγὸς Ταίηλορ θὰ τοποθετηθῇ ἀρχιστράτηγος τῶν δυνάμεων τοῦ ΝΑΤΟ. Ἡ ἑλληνικὴ κυβέρνησις ἐβολιδοσκοπήθη σχετικῶς καὶ ἐξέφρασε τὴν σύμφωνον γνώμην της. Ὁ ἀμερικανὸς στρατηγὸς εἶναι γνωστὸς διὰ τὰς ἀπόψεις του περὶ τῆς ἀμύνης τῆς Εὐρώπης.: [1148, 2240, 1506, 2309]
paragraph: Ὁ ραδιοφωνικὸς σταθμὸς τῆς Λεοπολντβὶλ ἀνεκοίνωσεν ὅτι ἀναμένονται τσέχοι τεχνικοὶ διὰ τὴν λειτουργίαν τοῦ ἀεροδρομίου.: [959, 734, 1135, 780]
paragraph: Τὰ ρωσσικὰ ἀεροπλάνα μεταφέρουν στρατιώτας μὲ πολιτικὴν περιβολήν, κατὰ τὰς πληροφορίας τῶν ἀνταποκριτῶν.: [592, 706, 767, 752]
article-body: [17, 1970, 374, 2170]
section-head: ΟΙ ΤΡΟΜΟΚΡΑΤΑΙ: [998, 1483, 1098, 1497]
paragraph: Τὸ γραφεῖον ἀποκλεισμοῦ τοῦ Ἰσραὴλ περιέλαβεν εἰς τὸν μαῦρον πίνακα τουρκικὸν πλοῖον τὸ ὁποῖον προσήγγισεν εἰς ἰσραηλινὰ λιμάνια.: [1332, 840, 1506, 886]
article-edessa-falls: [17, 698, 374, 1300]
headline: ΕΠΕΣΕΝ ΕΙΣ ΕΝΕΔΡΑΝ ΕΙΣ ΤΟ 60Ν ΠΑΤΩΜΑ: [391, 1004, 576, 1034]
box-headline: ΕΠΙΤΥΧΙΑΝ ΣΗΜΕΙΩΣΕΝ ΕΙΣ ΤΗΝ ΣΙΚΕΛΙΑΝ ΤΟ «ΠΕΙΡΑ·Ι·ΚΟΝ ΘΕΑΤΡΟΝ»: [776, 716, 950, 761]
paragraph: Ὁ σοβιετικὸς πρεσβευτὴς ἐπέδωσεν εἰς τὸ Φόρεϊν Ὄφφις διακοίνωσιν σχετικὴν μὲ τὰ γερμανικὰ στρατεύματα.: [1332, 1298, 1506, 1343]
byline: ΧΟΓΚ ΚΟΓΚ, 5. (Ρώυτερ).—: [200, 1379, 345, 1390]
paragraph: Τρομοκράται ἐπετέθησαν κατὰ καφενείου εἰς τὸ Ἀλγέριον, φονεύσαντες δύο πρόσωπα.: [959, 1498, 1135, 1532]
section-head: ΕΡΕΥΝΑΙ ΚΑΙ ΣΥΛΛΗΨΕΙΣ: [978, 647, 1118, 660]
paragraph: Τὸ «Πειραϊκὸν Θέατρον» ἔδωσε παράστασιν εἰς τὸ ἀρχαῖον θέατρον τῆς Ταορμίνας, ἡ ὁποία ἐσημείωσε μεγάλην ἐπιτυχίαν. Τὸ κοινὸν ἐχειροκρότησε θερμῶς τοὺς ἕλληνας ἠθοποιούς.: [776, 775, 951, 844]
article-body: [388, 587, 579, 644]
article-body: [17, 157, 374, 352]
article-sarper: [1148, 55, 1506, 328]
article-body: [1148, 1689, 1506, 1861]
byline: ΑΘΗΝΑΙ, 5.—: [388, 1144, 458, 1156]
section-head: Ο ΚΙΝΕΖΟΣ ΠΡΕΣΒΥΣ: [234, 1364, 341, 1376]
article-nato-small-countries: [1148, 669, 1506, 1179]
box-headline: ΑΛΛΟΤΕ ΚΑΤΑΣΚΟΠΟΙ ΤΩΝ Η. ΠΟΛΙΤΕΙΩΝ ΝΥΝ ΣΥΝΕΡΓΑΤΑΙ ΤΩΝ ΡΩΣΣΩΝ...: [1148, 842, 1322, 883]
paragraph: Εἰς τὴν ἀεροπορικὴν ἔκθεσιν ἐπεδείχθη νέον ἐπιβατικὸν ἀεροπλάνον καθέτου ἀπογειώσεως, τὸ ὁποῖον προκάλεσε ζωηρὸν ἐνδιαφέρον.: [959, 408, 1135, 465]
article-ambush: [388, 1005, 579, 1091]
paragraph: Δι' ἀποφάσεως τοῦ ὑπουργοῦ Γεωργίας ἐπιτρέπεται ὑπὸ ὡρισμένους ὅρους ἡ βοσκὴ ἐντὸς τῶν δασικῶν ἐκτάσεων, πρὸς ἐξυπηρέτησιν τῶν κτηνοτρόφων.: [388, 719, 579, 775]
byline: ΛΟΝΔΙΝΟΝ, 5. (Ρώυτερ).—: [1332, 1285, 1473, 1297]
headline-planes: ΤΑ ΡΩΣΣΙΚΑ ΑΕΡΟΠΛΑΝΑ ΗΡΧΙΣΑΝ ΠΤΗΣΕΙΣ: [652, 204, 1075, 274]
paragraph: Πρὸς τὸ τέλος τοῦ μηνὸς θὰ ὀργανωθῇ καὶ ἐφέτος ἡ γιορτὴ τοῦ κρασιοῦ εἰς τὸ Δαφνί, ἡ ὁποία προσελκύει πλῆθος ἐπισκεπτῶν.: [388, 836, 579, 881]
article-venice-film: [1148, 1876, 1506, 2126]
byline: ΜΠΡΑΖΑΒΙΛ, 5. (Ἀσ. Πρέ.).—: [592, 353, 744, 365]
center-block: [592, 55, 1135, 1228]
byline: ΣΟΦΙΑ, 5. (Ἀσ. Πρέ.).—: [776, 657, 898, 668]
paragraph: Ἡ κατάστασις τῆς ὑγείας τοῦ προέδρου τῆς Ἀνατολικῆς Γερμανίας Βίλλεαμ Πὴκ ἐπεδεινώθη σοβαρῶς κατὰ τὰς τελευταίας ἡμέρας.: [959, 510, 1135, 555]
headline: Ο ΣΤΡΑΤΗΓΟΣ ΤΑΙΗΛΟΡ ΘΑ ΤΟΠΟΘΕΤΗΘΗ ΑΡΧΙΣΤΡΑΤΗΓΟΣ ΤΩΝ ΔΥΝΑΜΕΩΝ ΤΟΥ ΝΑΤΟ: [1155, 2132, 1499, 2199]
headline: ΓΑΛΛΟΙ ΒΟΥΛΕΥΤΑΙ ΕΠΕΣΚΕΦΘΗΣΑΝ ΤΟΝ κ. ΑΒΕΡΩΦ: [397, 237, 570, 282]
headline: Ο ΔΗΜΑΡΧΟΣ ΤΗΣ ΒΙΕΝΝΗΣ ΑΦΙΚΝΕΙΤΑΙ ΕΙΣ ΑΘΗΝΑΣ: [393, 1218, 574, 1263]
sub-headline: ΕΒΟΛΙΔΟΣΚΟΠΗΘΗ Η ΕΛΛΗΝΙΚΗ ΚΥΒΕΡΝΗΣΙΣ: [1175, 2199, 1479, 2239]
